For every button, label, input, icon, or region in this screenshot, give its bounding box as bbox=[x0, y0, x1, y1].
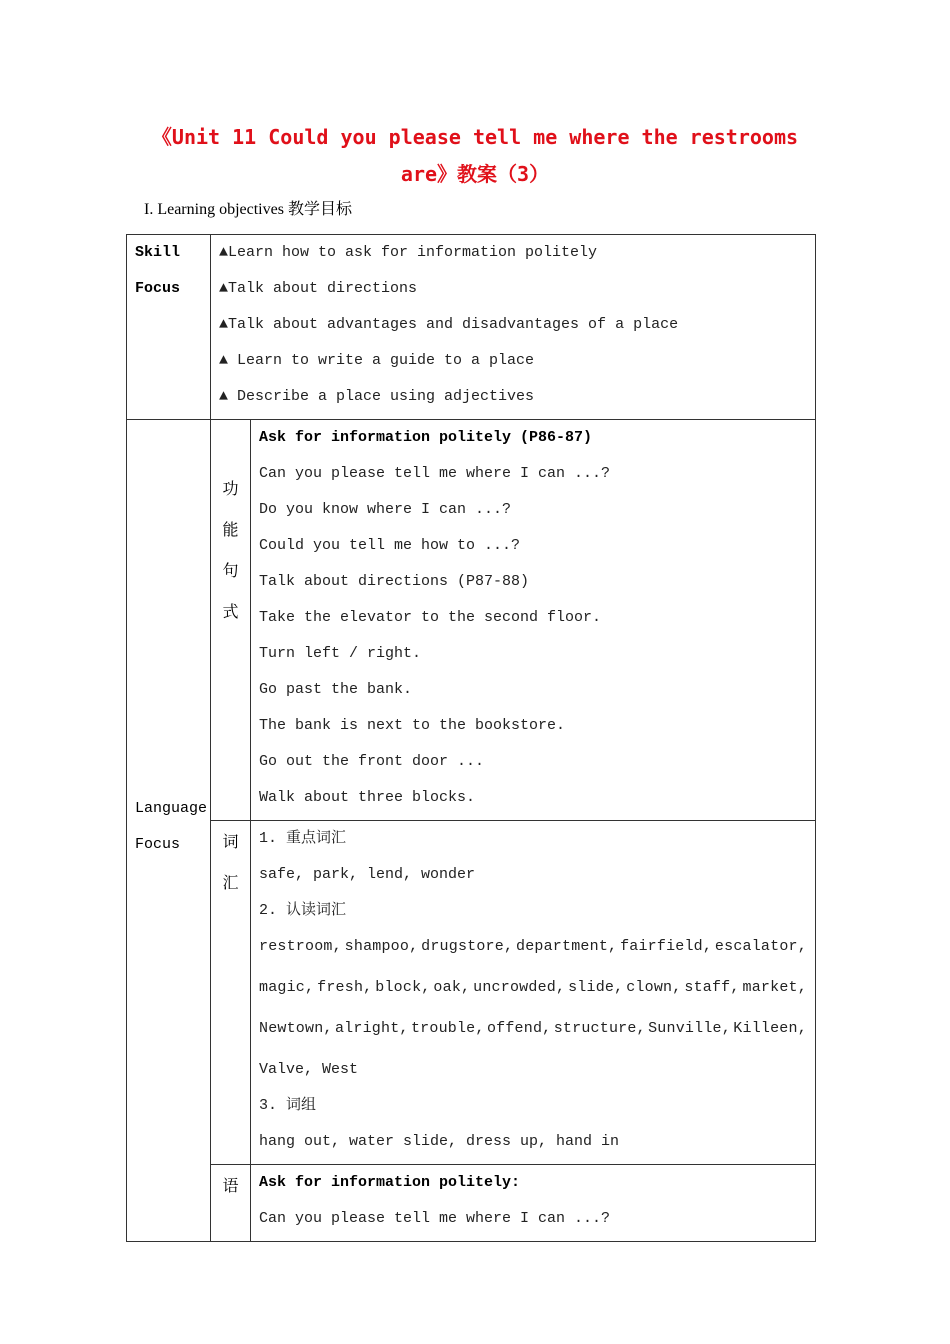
objectives-table bbox=[126, 234, 816, 1242]
phrase-heading: 3. 词组 bbox=[259, 1097, 317, 1114]
key-vocab-words: safe, park, lend, wonder bbox=[259, 866, 476, 883]
vocabulary-row bbox=[127, 821, 816, 1165]
vocab-word: magic, bbox=[259, 979, 315, 996]
skill-focus-label bbox=[127, 235, 211, 420]
skill-item: ▲ Learn to write a guide to a place bbox=[219, 352, 535, 369]
vocab-word: slide, bbox=[568, 979, 624, 996]
vocab-word: restroom, bbox=[259, 938, 342, 955]
skill-focus-row bbox=[127, 235, 816, 420]
vocab-word: Valve, bbox=[259, 1061, 314, 1078]
read-vocab-heading: 2. 认读词汇 bbox=[259, 902, 347, 919]
functional-side-label bbox=[211, 420, 251, 821]
read-vocab-row bbox=[259, 1056, 815, 1092]
read-vocab-row bbox=[259, 933, 815, 974]
functional-row bbox=[127, 420, 816, 821]
functional-line: Ask for information politely (P86-87) bbox=[259, 429, 593, 446]
functional-line: Talk about directions (P87-88) bbox=[259, 573, 530, 590]
document-title-line-2: are》教案（3） bbox=[400, 162, 550, 186]
side-char: 能 bbox=[222, 520, 239, 539]
read-vocab-row bbox=[259, 974, 815, 1015]
skill-label-line-1: Skill bbox=[135, 244, 181, 261]
side-char: 语 bbox=[222, 1176, 239, 1195]
grammar-content bbox=[251, 1165, 816, 1242]
grammar-side-label bbox=[211, 1165, 251, 1242]
language-label-line-1: Language bbox=[135, 799, 208, 817]
vocab-word: Newtown, bbox=[259, 1020, 333, 1037]
side-char: 汇 bbox=[222, 873, 239, 892]
vocab-word: offend, bbox=[486, 1020, 552, 1037]
document-title-line-1: 《Unit 11 Could you please tell me where the restrooms bbox=[151, 125, 799, 149]
vocab-word: fairfield, bbox=[620, 938, 713, 955]
vocab-word: clown, bbox=[626, 979, 682, 996]
vocab-word: department, bbox=[516, 938, 618, 955]
functional-line: Could you tell me how to ...? bbox=[259, 537, 521, 554]
vocab-word: block, bbox=[375, 979, 431, 996]
skill-item: ▲Learn how to ask for information politely bbox=[219, 244, 598, 261]
language-label-line-2: Focus bbox=[135, 835, 181, 853]
vocabulary-content bbox=[251, 821, 816, 1165]
vocab-word: Killeen, bbox=[733, 1020, 807, 1037]
side-char: 词 bbox=[222, 832, 239, 851]
phrases: hang out, water slide, dress up, hand in bbox=[259, 1133, 620, 1150]
vocab-word: drugstore, bbox=[421, 938, 514, 955]
functional-line: Do you know where I can ...? bbox=[259, 501, 512, 518]
section-heading: I. Learning objectives 教学目标 bbox=[144, 201, 352, 218]
side-char: 功 bbox=[222, 479, 239, 498]
vocab-word: alright, bbox=[334, 1020, 409, 1037]
functional-sentences bbox=[251, 420, 816, 821]
vocab-word: uncrowded, bbox=[473, 979, 566, 996]
skill-label-line-2: Focus bbox=[135, 280, 181, 297]
functional-line: Can you please tell me where I can ...? bbox=[259, 465, 611, 482]
skill-item: ▲ Describe a place using adjectives bbox=[219, 388, 535, 405]
read-vocab-row bbox=[259, 1015, 815, 1056]
language-focus-label bbox=[127, 420, 211, 1242]
vocab-word: trouble, bbox=[410, 1020, 485, 1037]
functional-line: Take the elevator to the second floor. bbox=[259, 609, 602, 626]
vocab-word: fresh, bbox=[317, 979, 373, 996]
skill-focus-items bbox=[211, 235, 816, 420]
vocab-word: structure, bbox=[553, 1020, 646, 1037]
side-char: 式 bbox=[222, 602, 239, 621]
functional-line: Walk about three blocks. bbox=[259, 789, 476, 806]
vocab-word: escalator, bbox=[714, 938, 807, 955]
functional-line: Turn left / right. bbox=[259, 645, 422, 662]
functional-line: Go out the front door ... bbox=[259, 753, 485, 770]
vocab-word: staff, bbox=[684, 979, 740, 996]
key-vocab-heading: 1. 重点词汇 bbox=[259, 830, 347, 847]
skill-item: ▲Talk about directions bbox=[219, 280, 418, 297]
functional-line: Go past the bank. bbox=[259, 681, 413, 698]
vocab-word: shampoo, bbox=[344, 938, 419, 955]
side-char: 句 bbox=[222, 561, 239, 580]
vocab-word: West bbox=[322, 1061, 359, 1078]
vocab-word: oak, bbox=[433, 979, 471, 996]
skill-item: ▲Talk about advantages and disadvantages of a place bbox=[219, 316, 679, 333]
grammar-line: Can you please tell me where I can ...? bbox=[259, 1210, 611, 1227]
vocab-word: Sunville, bbox=[648, 1020, 731, 1037]
functional-line: The bank is next to the bookstore. bbox=[259, 717, 566, 734]
vocabulary-side-label bbox=[211, 821, 251, 1165]
grammar-line: Ask for information politely: bbox=[259, 1174, 521, 1191]
vocab-word: market, bbox=[742, 979, 807, 996]
grammar-row bbox=[127, 1165, 816, 1242]
